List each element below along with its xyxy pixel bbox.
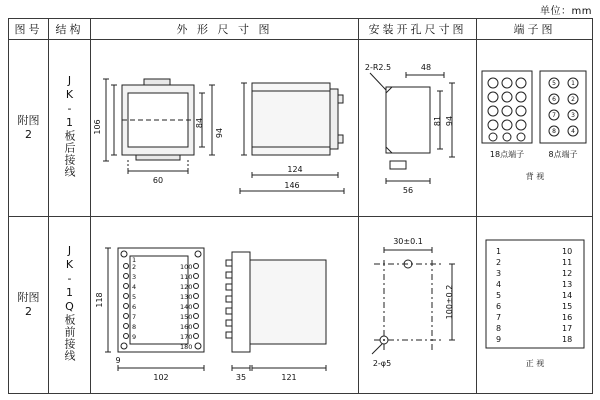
spec-table [8,18,593,394]
dim-84: 84 [194,117,204,129]
svg-text:130: 130 [179,293,192,301]
dim-100-tol: 100±0.2 [444,284,454,320]
svg-text:7: 7 [551,112,556,119]
fig-no-line2: 2 [25,128,32,141]
dim-121: 121 [280,373,297,382]
dim-94b: 94 [444,115,454,127]
outline-drawing-jk1 [92,43,358,213]
svg-text:8: 8 [551,128,556,135]
cell-outline-2 [91,217,359,394]
cell-cutout-1 [359,40,477,217]
svg-text:6: 6 [131,303,136,311]
svg-text:4: 4 [131,283,136,291]
svg-text:100: 100 [179,263,192,271]
svg-text:9: 9 [131,333,136,341]
dim-94: 94 [214,127,224,139]
cutout-drawing-jk1q [360,220,476,390]
terminal-diagram-jk1 [478,53,592,203]
unit-label: 单位：mm [540,6,592,17]
svg-text:170: 170 [179,333,192,341]
front-terminal-label-1: 1 [131,256,136,264]
svg-text:3: 3 [131,273,136,281]
cell-fig-no-2 [9,217,49,394]
outline-drawing-jk1q [92,220,358,390]
svg-text:18: 18 [561,335,572,344]
dim-30-tol: 30±0.1 [392,237,423,246]
dim-124: 124 [286,165,303,174]
structure-label-jk1q: JK-1Q板前接线 [63,244,76,362]
dim-35: 35 [235,373,246,382]
fig-no-line1: 附图 [17,291,40,304]
svg-text:13: 13 [561,280,572,289]
dim-146: 146 [283,181,300,190]
cell-terminal-2 [477,217,593,394]
svg-text:3: 3 [495,269,501,278]
header-structure: 结构 [49,19,91,40]
dim-60: 60 [152,176,163,185]
svg-text:8: 8 [495,324,501,333]
svg-text:12: 12 [561,269,572,278]
cell-cutout-2 [359,217,477,394]
cell-fig-no-1 [9,40,49,217]
table-row [9,217,593,394]
svg-text:2: 2 [570,96,575,103]
dim-102: 102 [152,373,169,382]
svg-text:3: 3 [570,112,575,119]
svg-text:150: 150 [179,313,192,321]
svg-text:15: 15 [561,302,572,311]
svg-text:120: 120 [179,283,192,291]
svg-text:2: 2 [131,263,136,271]
dim-2r25: 2-R2.5 [364,63,391,72]
table-row [9,40,593,217]
svg-text:6: 6 [551,96,556,103]
svg-text:110: 110 [179,273,192,281]
header-terminal: 端子图 [477,19,593,40]
table-header-row [9,19,593,40]
svg-text:180: 180 [179,343,192,351]
svg-text:10: 10 [561,247,572,256]
svg-text:5: 5 [495,291,501,300]
caption-8-terminals: 8点端子 [547,150,578,159]
svg-text:160: 160 [179,323,192,331]
header-outline: 外 形 尺 寸 图 [91,19,359,40]
cutout-drawing-jk1 [360,43,476,213]
dim-118: 118 [94,292,104,308]
header-cutout: 安装开孔尺寸图 [359,19,477,40]
cell-structure-1 [49,40,91,217]
caption-18-terminals: 18点端子 [489,150,524,159]
svg-text:8: 8 [131,323,136,331]
dim-56: 56 [402,186,413,195]
svg-text:6: 6 [495,302,501,311]
svg-text:1: 1 [495,247,501,256]
dim-81: 81 [432,115,442,127]
cell-terminal-1 [477,40,593,217]
cell-outline-1 [91,40,359,217]
svg-text:14: 14 [561,291,572,300]
svg-text:16: 16 [561,313,572,322]
svg-text:5: 5 [551,80,556,87]
svg-text:9: 9 [495,335,501,344]
caption-front-view: 正 视 [525,359,544,368]
cell-structure-2 [49,217,91,394]
svg-text:1: 1 [570,80,575,87]
svg-text:7: 7 [131,313,136,321]
svg-text:17: 17 [561,324,572,333]
dim-48: 48 [420,63,431,72]
terminal-diagram-jk1q [478,230,592,380]
caption-rear-view: 背 视 [525,172,544,181]
svg-text:4: 4 [570,128,575,135]
svg-text:2: 2 [495,258,501,267]
svg-text:4: 4 [495,280,501,289]
fig-no-line2: 2 [25,305,32,318]
svg-text:5: 5 [131,293,136,301]
svg-text:140: 140 [179,303,192,311]
svg-text:11: 11 [561,258,572,267]
fig-no-line1: 附图 [17,114,40,127]
structure-label-jk1: JK-1板后接线 [63,74,76,178]
dim-106: 106 [92,119,102,135]
dim-9: 9 [114,356,121,365]
header-fig-no: 图号 [9,19,49,40]
svg-text:7: 7 [495,313,501,322]
dim-2-phi5: 2-φ5 [372,359,391,368]
